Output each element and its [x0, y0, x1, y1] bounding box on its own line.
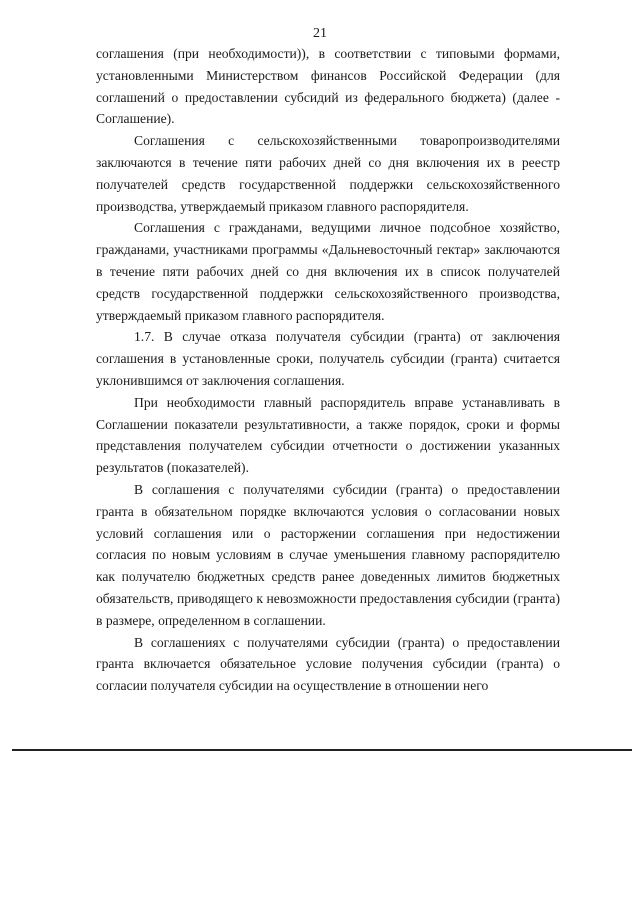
paragraph: Соглашения с сельскохозяйственными товаропроизводителями заключаются в течение пяти рабочих дней со дня включения их в реестр получателей средств государственной поддержки сельскохозяйственного производства, утверждаемый приказом главного распорядителя.	[96, 133, 560, 214]
paragraph: 1.7. В случае отказа получателя субсидии (гранта) от заключения соглашения в установленные сроки, получатель субсидии (гранта) считается уклонившимся от заключения соглашения.	[96, 329, 560, 388]
document-body	[96, 43, 560, 697]
paragraph: В соглашениях с получателями субсидии (гранта) о предоставлении гранта включается обязательное условие получения субсидии (гранта) о согласии получателя субсидии на осуществление в отношении него	[96, 634, 560, 694]
paragraph: При необходимости главный распорядитель вправе устанавливать в Соглашении показатели результативности, а также порядок, сроки и формы представления получателем субсидии отчетности о достижении указанных результатов (показателей).	[96, 394, 560, 476]
page-divider-line	[12, 749, 632, 751]
paragraph: соглашения (при необходимости)), в соответствии с типовыми формами, установленными Министерством финансов Российской Федерации (для соглашений о предоставлении субсидий из федерального бюджета) (далее - Соглашение).	[96, 46, 560, 127]
page-number: 21	[313, 26, 327, 41]
paragraph: В соглашения с получателями субсидии (гранта) о предоставлении гранта в обязательном порядке включаются условия о согласовании новых условий соглашения или о расторжении соглашения при недостижении согласия по новым условиям в случае уменьшения главному распорядителю как получателю бюджетных средств ранее доведенных лимитов бюджетных обязательств, приводящего к невозможности предоставления субсидии (гранта) в размере, определенном в соглашении.	[96, 481, 560, 628]
paragraph: Соглашения с гражданами, ведущими личное подсобное хозяйство, гражданами, участниками программы «Дальневосточный гектар» заключаются в течение пяти рабочих дней со дня включения их в список получателей средств государственной поддержки сельскохозяйственного производства, утверждаемый приказом главного распорядителя.	[96, 220, 560, 323]
